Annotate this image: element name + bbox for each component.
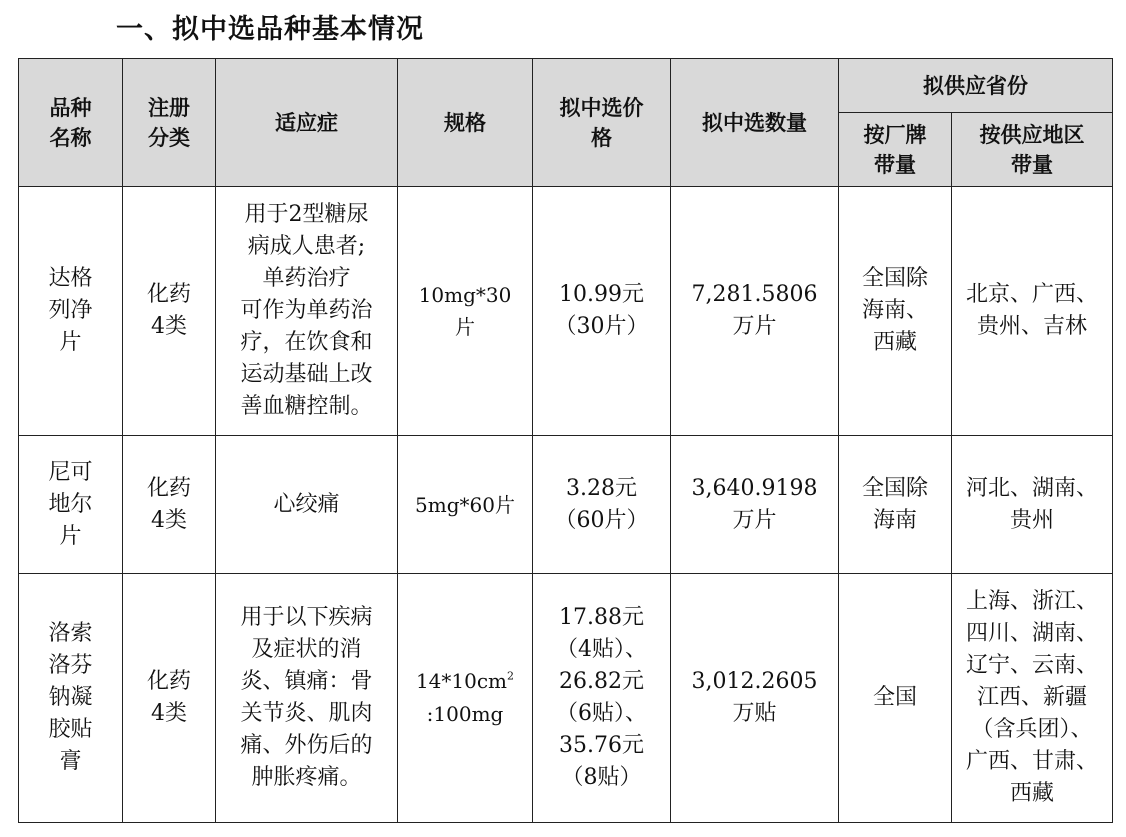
cell-category: 化药 4类	[123, 574, 216, 823]
header-row-1	[19, 59, 1113, 113]
header-by-region: 按供应地区 带量	[952, 113, 1113, 187]
cell-by-region: 河北、湖南、 贵州	[952, 436, 1113, 574]
cell-indication: 用于2型糖尿 病成人患者; 单药治疗 可作为单药治 疗，在饮食和 运动基础上改 善血糖控制。	[216, 187, 398, 436]
header-price: 拟中选价 格	[533, 59, 671, 187]
cell-quantity: 7,281.5806 万片	[671, 187, 839, 436]
header-supply: 拟供应省份	[839, 59, 1113, 113]
header-category: 注册 分类	[123, 59, 216, 187]
cell-spec: 5mg*60片	[398, 436, 533, 574]
cell-indication: 心绞痛	[216, 436, 398, 574]
header-quantity: 拟中选数量	[671, 59, 839, 187]
table-row	[19, 187, 1113, 436]
cell-by-brand: 全国	[839, 574, 952, 823]
cell-category: 化药 4类	[123, 436, 216, 574]
header-by-brand: 按厂牌 带量	[839, 113, 952, 187]
cell-spec	[398, 574, 533, 823]
cell-name: 洛索 洛芬 钠凝 胶贴 膏	[19, 574, 123, 823]
table-row	[19, 436, 1113, 574]
cell-category: 化药 4类	[123, 187, 216, 436]
cell-price: 3.28元 （60片）	[533, 436, 671, 574]
header-name: 品种 名称	[19, 59, 123, 187]
cell-by-region: 北京、广西、 贵州、吉林	[952, 187, 1113, 436]
cell-quantity: 3,012.2605 万贴	[671, 574, 839, 823]
cell-name: 尼可 地尔 片	[19, 436, 123, 574]
cell-quantity: 3,640.9198 万片	[671, 436, 839, 574]
cell-by-brand: 全国除 海南	[839, 436, 952, 574]
drug-table	[18, 58, 1113, 823]
cell-spec: 10mg*30 片	[398, 187, 533, 436]
section-heading: 一、拟中选品种基本情况	[116, 14, 424, 45]
cell-by-brand: 全国除 海南、 西藏	[839, 187, 952, 436]
table-row	[19, 574, 1113, 823]
header-indication: 适应症	[216, 59, 398, 187]
cell-by-region: 上海、浙江、 四川、湖南、 辽宁、云南、 江西、新疆 （含兵团）、 广西、甘肃、 西藏	[952, 574, 1113, 823]
cell-price: 10.99元 （30片）	[533, 187, 671, 436]
cell-indication: 用于以下疾病 及症状的消 炎、镇痛：骨 关节炎、肌肉 痛、外伤后的 肿胀疼痛。	[216, 574, 398, 823]
cell-price: 17.88元 （4贴）、 26.82元 （6贴）、 35.76元 （8贴）	[533, 574, 671, 823]
spec-main: 14*10cm	[415, 669, 508, 693]
header-spec: 规格	[398, 59, 533, 187]
spec-tail: :100mg	[426, 702, 504, 726]
cell-name: 达格 列净 片	[19, 187, 123, 436]
spec-superscript: 2	[507, 669, 515, 683]
